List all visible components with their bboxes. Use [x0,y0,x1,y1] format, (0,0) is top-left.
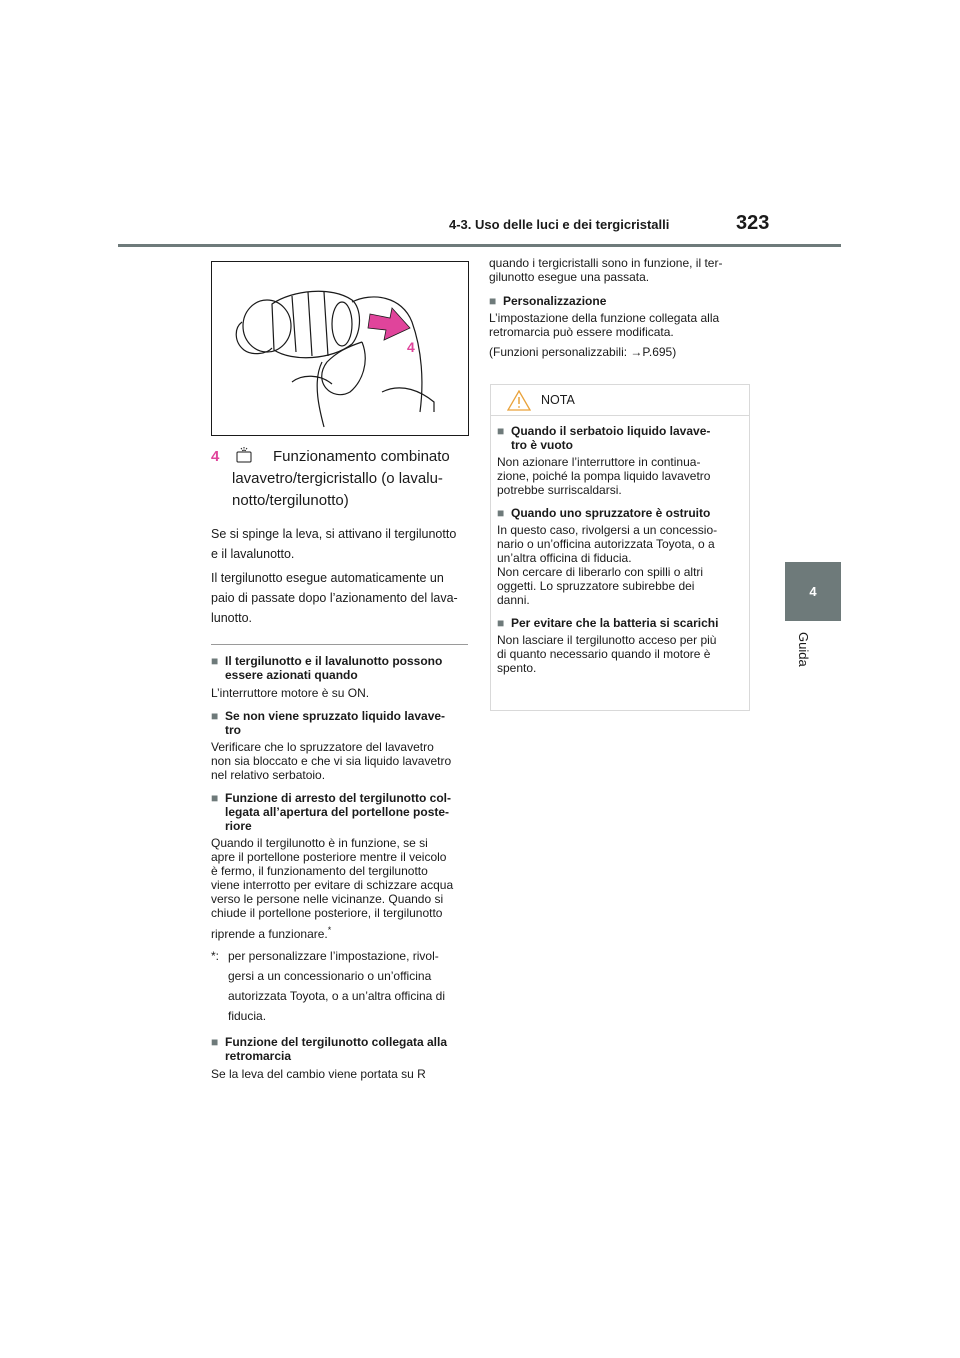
warning-triangle-icon [507,390,531,411]
section-heading [211,791,468,833]
body-line: non sia bloccato e che vi sia liquido lavavetro [211,754,452,768]
heading-line: essere azionati quando [225,668,358,682]
chapter-tab [785,562,841,621]
section-heading [211,654,468,682]
body-line: retromarcia può essere modificata. [489,325,674,339]
section-body [211,740,468,782]
square-bullet-icon: ■ [211,709,219,723]
section-body: L’interruttore motore è su ON. [211,686,370,700]
info-section [211,709,468,782]
right-column [489,256,751,359]
body-line: Non cercare di liberarlo con spilli o altri [497,565,704,579]
heading-line: Personalizzazione [503,294,607,308]
continued-text [489,256,751,284]
body-line: danni. [497,593,530,607]
section-heading [211,709,468,737]
info-section [211,1035,468,1081]
body-line: oggetti. Lo spruzzatore subirebbe dei [497,579,695,593]
section-body [497,523,743,607]
lever-illustration [211,261,469,436]
note-section [497,616,743,675]
item-title-line2: lavavetro/tergicristallo (o lavalu- [232,470,443,487]
item-title-line3: notto/tergilunotto) [232,492,349,509]
item-para: Se si spinge la leva, si attivano il tergilunotto [211,527,457,541]
body-line: gilunotto esegue una passata. [489,270,650,284]
body-line: di quanto necessario quando il motore è [497,647,711,661]
section-heading [497,506,743,520]
square-bullet-icon: ■ [489,294,497,308]
body-line: quando i tergicristalli sono in funzione, il ter- [489,256,723,270]
body-line: Non lasciare il tergilunotto acceso per più [497,633,717,647]
item-number: 4 [211,448,220,465]
footnote-line: per personalizzare l’impostazione, rivol- [228,949,439,963]
heading-line: Quando uno spruzzatore è ostruito [511,506,711,520]
info-section [211,654,468,700]
footnote-line: autorizzata Toyota, o a un’altra officina di [228,989,446,1003]
wiper-lever-drawing [212,262,468,435]
body-line: In questo caso, rivolgersi a un concessio- [497,523,718,537]
body-line: spento. [497,661,537,675]
square-bullet-icon: ■ [211,791,219,805]
body-line: è fermo, il funzionamento del tergilunotto [211,864,428,878]
item-para: lunotto. [211,611,253,625]
section-body: Se la leva del cambio viene portata su R [211,1067,426,1081]
note-title: NOTA [541,393,575,407]
heading-line: legata all’apertura del portellone poste- [225,805,450,819]
body-line: Verificare che lo spruzzatore del lavavetro [211,740,434,754]
body-line: potrebbe surriscaldarsi. [497,483,622,497]
body-line: L’impostazione della funzione collegata alla [489,311,720,325]
body-line: chiude il portellone posteriore, il tergilunotto [211,906,443,920]
heading-line: retromarcia [225,1049,292,1063]
section-divider [211,644,468,645]
footnote-mark: *: [211,949,220,963]
square-bullet-icon: ■ [497,616,505,630]
page-number: 323 [736,212,770,234]
square-bullet-icon: ■ [497,506,505,520]
item-para: e il lavalunotto. [211,547,295,561]
chapter-number: 4 [809,584,817,599]
section-body [489,311,751,339]
heading-line: riore [225,819,252,833]
heading-line: Per evitare che la batteria si scarichi [511,616,719,630]
body-line [211,920,468,944]
body-line: Quando il tergilunotto è in funzione, se si [211,836,428,850]
section-body [211,836,468,944]
body-last-line: riprende a funzionare. [211,927,328,941]
section-heading [211,1035,468,1063]
footnote [211,946,468,1026]
chapter-label: Guida [796,632,811,667]
square-bullet-icon: ■ [211,654,219,668]
heading-line: Funzione di arresto del tergilunotto col- [225,791,452,805]
section-title: 4-3. Uso delle luci e dei tergicristalli [449,217,670,232]
body-line: un’altra officina di fiducia. [497,551,632,565]
square-bullet-icon: ■ [211,1035,219,1049]
info-section [211,791,468,1026]
heading-line: Il tergilunotto e il lavalunotto possono [225,654,443,668]
body-line: nario o un’officina autorizzata Toyota, o a [497,537,715,551]
item-para: paio di passate dopo l’azionamento del lava- [211,591,458,605]
body-line: verso le persone nelle vicinanze. Quando si [211,892,444,906]
footnote-line: fiducia. [228,1009,267,1023]
heading-line: Se non viene spruzzato liquido lavave- [225,709,446,723]
page-reference: (Funzioni personalizzabili: →P.695) [489,345,677,359]
figure-callout: 4 [407,339,415,355]
section-heading [497,616,743,630]
note-header [491,385,749,416]
heading-line: tro è vuoto [511,438,573,452]
note-section [497,506,743,607]
left-column [211,446,468,1081]
body-line: apre il portellone posteriore mentre il veicolo [211,850,447,864]
heading-line: Quando il serbatoio liquido lavave- [511,424,711,438]
section-body [497,633,743,675]
item-4-title [211,446,468,468]
heading-line: Funzione del tergilunotto collegata alla [225,1035,448,1049]
item-para: Il tergilunotto esegue automaticamente un [211,571,444,585]
heading-line: tro [225,723,241,737]
body-line: Non azionare l’interruttore in continua- [497,455,701,469]
note-content [491,424,749,675]
body-line: nel relativo serbatoio. [211,768,326,782]
body-line: viene interrotto per evitare di schizzare acqua [211,878,454,892]
square-bullet-icon: ■ [497,424,505,438]
header-rule [118,244,841,247]
item-title-line1: Funzionamento combinato [273,448,450,465]
section-heading [489,294,751,308]
rear-washer-icon [235,446,253,464]
body-line: zione, poiché la pompa liquido lavavetro [497,469,711,483]
section-body [497,455,743,497]
push-arrow [368,308,410,340]
footnote-line: gersi a un concessionario o un’officina [228,969,432,983]
asterisk: * [327,925,332,935]
note-section [497,424,743,497]
section-heading [497,424,743,452]
note-box [490,384,750,711]
